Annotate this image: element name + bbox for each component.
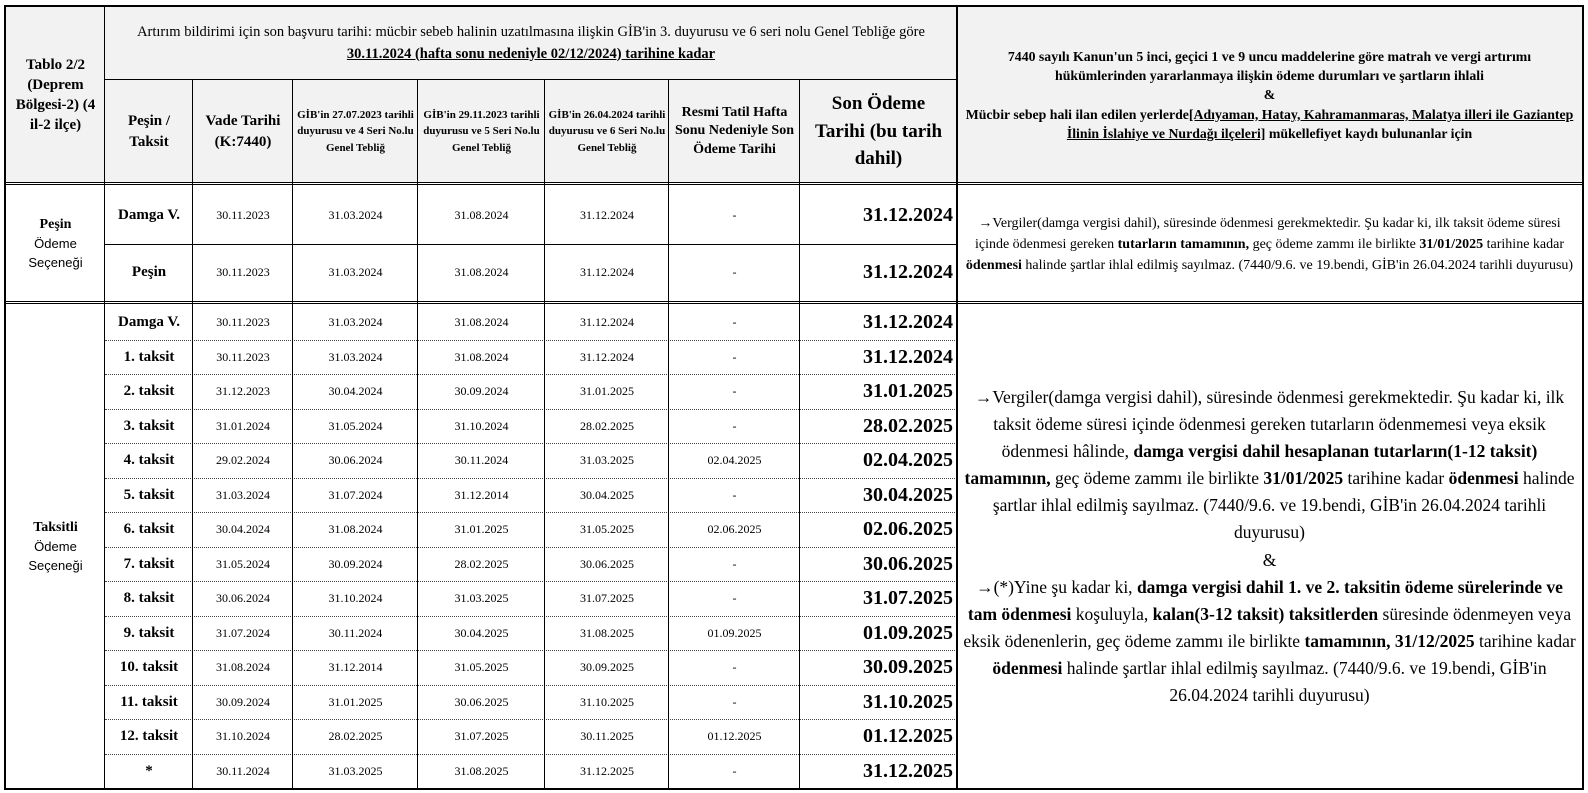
deadline-date: 30.11.2024 (hafta sonu nedeniyle 02/12/2024) tarihine kadar bbox=[346, 45, 716, 62]
gib-26042024-date: 31.10.2025 bbox=[580, 694, 634, 709]
resmi-tatil-date: - bbox=[732, 694, 737, 709]
group-taksitli-title: Taksitli bbox=[33, 519, 78, 535]
table-label: Tablo 2/2 (Deprem Bölgesi-2) (4 il-2 ilçe) bbox=[15, 56, 96, 134]
row-label: 2. taksit bbox=[123, 383, 175, 399]
resmi-tatil-date: 01.09.2025 bbox=[707, 625, 762, 640]
gib-26042024-date: 30.06.2025 bbox=[580, 556, 634, 571]
row-label: Damga V. bbox=[118, 206, 180, 223]
gib-26042024-date: 28.02.2025 bbox=[580, 418, 634, 433]
vade-date: 29.02.2024 bbox=[216, 453, 270, 467]
gib-27072023-date: 31.03.2024 bbox=[328, 349, 383, 364]
gib-29112023-date: 30.11.2024 bbox=[454, 453, 509, 467]
col-gib-27072023[interactable]: GİB'in 27.07.2023 tarihli duyurusu ve 4 Seri No.lu Genel Tebliğ bbox=[293, 80, 418, 183]
note-taksit-amp: & bbox=[1262, 549, 1277, 570]
gib-29112023-date: 31.12.2014 bbox=[454, 487, 509, 502]
row-label: 10. taksit bbox=[119, 659, 179, 675]
row-label: 1. taksit bbox=[123, 348, 175, 365]
son-odeme-date: 02.04.2025 bbox=[863, 449, 953, 471]
son-odeme-date: 01.12.2025 bbox=[863, 725, 953, 747]
gib-29112023-date: 31.08.2025 bbox=[454, 763, 509, 778]
vade-date: 31.08.2024 bbox=[216, 660, 270, 674]
resmi-tatil-date: 02.04.2025 bbox=[707, 453, 762, 467]
group-pesin-title: Peşin bbox=[39, 217, 72, 232]
row-label: 5. taksit bbox=[123, 486, 175, 503]
gib-29112023-date: 31.10.2024 bbox=[454, 418, 509, 433]
gib-27072023-date: 31.08.2024 bbox=[328, 522, 383, 536]
gridline bbox=[292, 80, 293, 788]
table-label-cell[interactable] bbox=[6, 7, 105, 183]
gib-26042024-date: 31.12.2024 bbox=[580, 349, 634, 364]
gib-29112023-date: 30.09.2024 bbox=[454, 384, 509, 398]
gib-29112023-date: 28.02.2025 bbox=[454, 556, 509, 571]
resmi-tatil-date: - bbox=[732, 487, 737, 502]
son-odeme-date: 30.09.2025 bbox=[863, 656, 953, 678]
son-odeme-date: 31.10.2025 bbox=[863, 690, 953, 713]
gib-27072023-date: 31.03.2025 bbox=[328, 763, 383, 778]
vade-date: 30.06.2024 bbox=[216, 591, 270, 605]
group-pesin-subtitle: Ödeme Seçeneği bbox=[28, 236, 83, 271]
vade-date: 31.07.2024 bbox=[216, 625, 270, 640]
row-label: 8. taksit bbox=[123, 590, 175, 606]
vade-date: 31.10.2024 bbox=[216, 729, 270, 743]
gib-26042024-date: 31.12.2024 bbox=[580, 265, 634, 279]
resmi-tatil-date: - bbox=[732, 591, 737, 605]
resmi-tatil-date: - bbox=[732, 418, 737, 433]
gib-29112023-date: 31.08.2024 bbox=[454, 349, 509, 364]
resmi-tatil-date: - bbox=[732, 207, 737, 222]
son-odeme-date: 28.02.2025 bbox=[863, 414, 953, 437]
resmi-tatil-date: - bbox=[732, 315, 737, 329]
son-odeme-date: 31.12.2024 bbox=[863, 311, 953, 333]
resmi-tatil-date: - bbox=[732, 265, 737, 279]
gridline bbox=[192, 80, 193, 788]
son-odeme-date: 31.01.2025 bbox=[863, 380, 953, 402]
son-odeme-date: 31.12.2024 bbox=[863, 203, 953, 226]
gib-29112023-date: 31.08.2024 bbox=[454, 315, 509, 329]
deadline-banner[interactable] bbox=[105, 7, 957, 80]
son-odeme-date: 30.04.2025 bbox=[863, 483, 953, 506]
gib-29112023-date: 30.06.2025 bbox=[454, 694, 509, 709]
note-pesin[interactable]: →Vergiler(damga vergisi dahil), süresinde ödenmesi gerekmektedir. Şu kadar ki, ilk taksit ödeme süresi içinde ödenmesi gereken tutarların tamamının, geç ödeme zammı ile birlikte 31/01/2025 tarihine kadar ödenmesi halinde şartlar ihlal edilmiş sayılmaz. (7440/9.6. ve 19.bendi, GİB'in 26.04.2024 tarihli duyurusu) bbox=[965, 215, 1574, 273]
conditions-header[interactable] bbox=[957, 7, 1582, 183]
affected-places: [Adıyaman, Hatay, Kahramanmaras, Malatya illeri ile Gaziantep İlinin İslahiye ve Nurdağı ilçeleri] bbox=[1066, 106, 1574, 141]
note-taksit-paragraph-1: →Vergiler(damga vergisi dahil), süresinde ödenmesi gerekmektedir. Şu kadar ki, ilk taksit ödeme süresi içinde ödenmesi gereken tutarların ödenmemesi veya eksik ödenmesi hâlinde, damga vergisi dahil hesaplanan tutarların(1-12 taksit) tamamının, geç ödeme zammı ile birlikte 31/01/2025 tarihine kadar ödenmesi halinde şartlar ihlal edilmiş sayılmaz. (7440/9.6. ve 19.bendi, GİB'in 26.04.2024 tarihli duyurusu) bbox=[964, 386, 1575, 543]
row-label: Damga V. bbox=[118, 314, 180, 330]
gib-29112023-date: 31.03.2025 bbox=[454, 591, 509, 605]
row-label: * bbox=[145, 762, 153, 779]
deadline-text: Artırım bildirimi için son başvuru tarihi: mücbir sebeb halinin uzatılmasına ilişkin GİB'in 3. duyurusu ve 6 seri nolu Genel Tebliğe göre bbox=[137, 24, 925, 41]
row-label: 6. taksit bbox=[123, 521, 175, 537]
gib-26042024-date: 31.12.2024 bbox=[580, 207, 634, 222]
gib-26042024-date: 31.12.2025 bbox=[580, 763, 634, 778]
gib-27072023-date: 30.04.2024 bbox=[328, 384, 383, 398]
gridline bbox=[544, 80, 545, 788]
gridline bbox=[956, 7, 958, 788]
gib-27072023-date: 31.12.2014 bbox=[328, 660, 383, 674]
gib-26042024-date: 30.04.2025 bbox=[580, 487, 634, 502]
col-gib-29112023[interactable]: GİB'in 29.11.2023 tarihli duyurusu ve 5 Seri No.lu Genel Tebliğ bbox=[418, 80, 545, 183]
vade-date: 31.01.2024 bbox=[216, 418, 270, 433]
gib-26042024-date: 31.05.2025 bbox=[580, 522, 634, 536]
gib-29112023-date: 30.04.2025 bbox=[454, 625, 509, 640]
gib-29112023-date: 31.08.2024 bbox=[454, 265, 509, 279]
col-son-odeme[interactable]: Son Ödeme Tarihi (bu tarih dahil) bbox=[800, 80, 957, 183]
son-odeme-date: 30.06.2025 bbox=[863, 552, 953, 575]
tax-schedule-table bbox=[4, 5, 1584, 790]
gib-27072023-date: 31.03.2024 bbox=[328, 315, 383, 329]
vade-date: 30.09.2024 bbox=[216, 694, 270, 709]
vade-date: 30.11.2023 bbox=[216, 315, 270, 329]
gib-29112023-date: 31.07.2025 bbox=[454, 729, 509, 743]
gib-26042024-date: 31.03.2025 bbox=[580, 453, 634, 467]
gib-27072023-date: 30.11.2024 bbox=[328, 625, 383, 640]
vade-date: 30.04.2024 bbox=[216, 522, 270, 536]
group-taksitli[interactable] bbox=[6, 305, 105, 788]
gib-26042024-date: 30.11.2025 bbox=[580, 729, 634, 743]
vade-date: 30.11.2023 bbox=[216, 207, 270, 222]
vade-date: 30.11.2023 bbox=[216, 349, 270, 364]
son-odeme-date: 31.12.2025 bbox=[863, 759, 953, 782]
gridline bbox=[104, 7, 105, 788]
gib-27072023-date: 31.03.2024 bbox=[328, 207, 383, 222]
resmi-tatil-date: - bbox=[732, 349, 737, 364]
gridline bbox=[104, 244, 957, 245]
gib-27072023-date: 31.07.2024 bbox=[328, 487, 383, 502]
gib-26042024-date: 31.12.2024 bbox=[580, 315, 634, 329]
resmi-tatil-date: - bbox=[732, 556, 737, 571]
gib-27072023-date: 31.10.2024 bbox=[328, 591, 383, 605]
row-label: 4. taksit bbox=[123, 452, 175, 468]
gib-27072023-date: 31.05.2024 bbox=[328, 418, 383, 433]
gib-29112023-date: 31.01.2025 bbox=[454, 522, 509, 536]
resmi-tatil-date: - bbox=[732, 660, 737, 674]
resmi-tatil-date: 01.12.2025 bbox=[707, 729, 762, 743]
vade-date: 31.05.2024 bbox=[216, 556, 270, 571]
group-taksitli-subtitle: Ödeme Seçeneği bbox=[28, 538, 83, 573]
vade-date: 31.03.2024 bbox=[216, 487, 270, 502]
gridline bbox=[104, 79, 957, 80]
gib-27072023-date: 28.02.2025 bbox=[328, 729, 383, 743]
group-pesin[interactable] bbox=[6, 186, 105, 302]
gib-27072023-date: 30.06.2024 bbox=[328, 453, 383, 467]
son-odeme-date: 01.09.2025 bbox=[863, 621, 953, 644]
conditions-header-amp: & bbox=[1263, 87, 1276, 103]
resmi-tatil-date: - bbox=[732, 384, 737, 398]
gib-26042024-date: 31.07.2025 bbox=[580, 591, 634, 605]
note-taksit-paragraph-2: →(*)Yine şu kadar ki, damga vergisi dahil 1. ve 2. taksitin ödeme sürelerinde ve tam ödenmesi koşuluyla, kalan(3-12 taksit) taksitlerden süresinde ödenmeyen veya eksik ödenenlerin, geç ödeme zammı ile birlikte tamamının, 31/12/2025 tarihine kadar ödenmesi halinde şartlar ihlal edilmiş sayılmaz. (7440/9.6. ve 19.bendi, GİB'in 26.04.2024 tarihli duyurusu) bbox=[963, 576, 1576, 706]
resmi-tatil-date: - bbox=[732, 763, 737, 778]
son-odeme-date: 31.07.2025 bbox=[863, 587, 953, 609]
col-resmi-tatil[interactable]: Resmi Tatil Hafta Sonu Nedeniyle Son Ödeme Tarihi bbox=[669, 80, 800, 183]
col-pesin-taksit[interactable]: Peşin / Taksit bbox=[105, 80, 193, 183]
conditions-header-line1: 7440 sayılı Kanun'un 5 inci, geçici 1 ve 9 uncu maddelerine göre matrah ve vergi artırımı hükümlerinden yararlanmaya ilişkin ödeme durumları ve şartların ihlali bbox=[1007, 48, 1532, 84]
col-gib-26042024[interactable]: GİB'in 26.04.2024 tarihli duyurusu ve 6 Seri No.lu Genel Tebliğ bbox=[545, 80, 669, 183]
gridline bbox=[668, 80, 669, 788]
conditions-header-suffix: mükellefiyet kaydı bulunanlar için bbox=[1265, 125, 1473, 141]
gib-29112023-date: 31.08.2024 bbox=[454, 207, 509, 222]
gib-29112023-date: 31.05.2025 bbox=[454, 660, 509, 674]
gridline bbox=[417, 80, 418, 788]
resmi-tatil-date: 02.06.2025 bbox=[707, 522, 762, 536]
gib-27072023-date: 31.03.2024 bbox=[328, 265, 383, 279]
vade-date: 30.11.2023 bbox=[216, 265, 270, 279]
son-odeme-date: 31.12.2024 bbox=[863, 345, 953, 368]
row-label: 9. taksit bbox=[123, 624, 175, 641]
vade-date: 30.11.2024 bbox=[216, 763, 270, 778]
son-odeme-date: 31.12.2024 bbox=[863, 261, 953, 283]
gib-26042024-date: 31.01.2025 bbox=[580, 384, 634, 398]
row-label: 11. taksit bbox=[120, 693, 178, 710]
gib-27072023-date: 30.09.2024 bbox=[328, 556, 383, 571]
row-label: 12. taksit bbox=[119, 728, 179, 744]
gib-26042024-date: 31.08.2025 bbox=[580, 625, 634, 640]
gib-26042024-date: 30.09.2025 bbox=[580, 660, 634, 674]
son-odeme-date: 02.06.2025 bbox=[863, 518, 953, 540]
row-label: 3. taksit bbox=[123, 417, 175, 434]
vade-date: 31.12.2023 bbox=[216, 384, 270, 398]
gib-27072023-date: 31.01.2025 bbox=[328, 694, 383, 709]
row-label: 7. taksit bbox=[123, 555, 175, 572]
conditions-header-prefix: Mücbir sebep hali ilan edilen yerlerde bbox=[965, 106, 1189, 122]
gridline bbox=[799, 80, 800, 788]
note-taksit[interactable] bbox=[957, 305, 1582, 788]
gridline bbox=[6, 301, 1582, 304]
col-vade[interactable]: Vade Tarihi (K:7440) bbox=[193, 80, 293, 183]
gridline bbox=[6, 182, 1582, 185]
row-label: Peşin bbox=[131, 264, 167, 280]
